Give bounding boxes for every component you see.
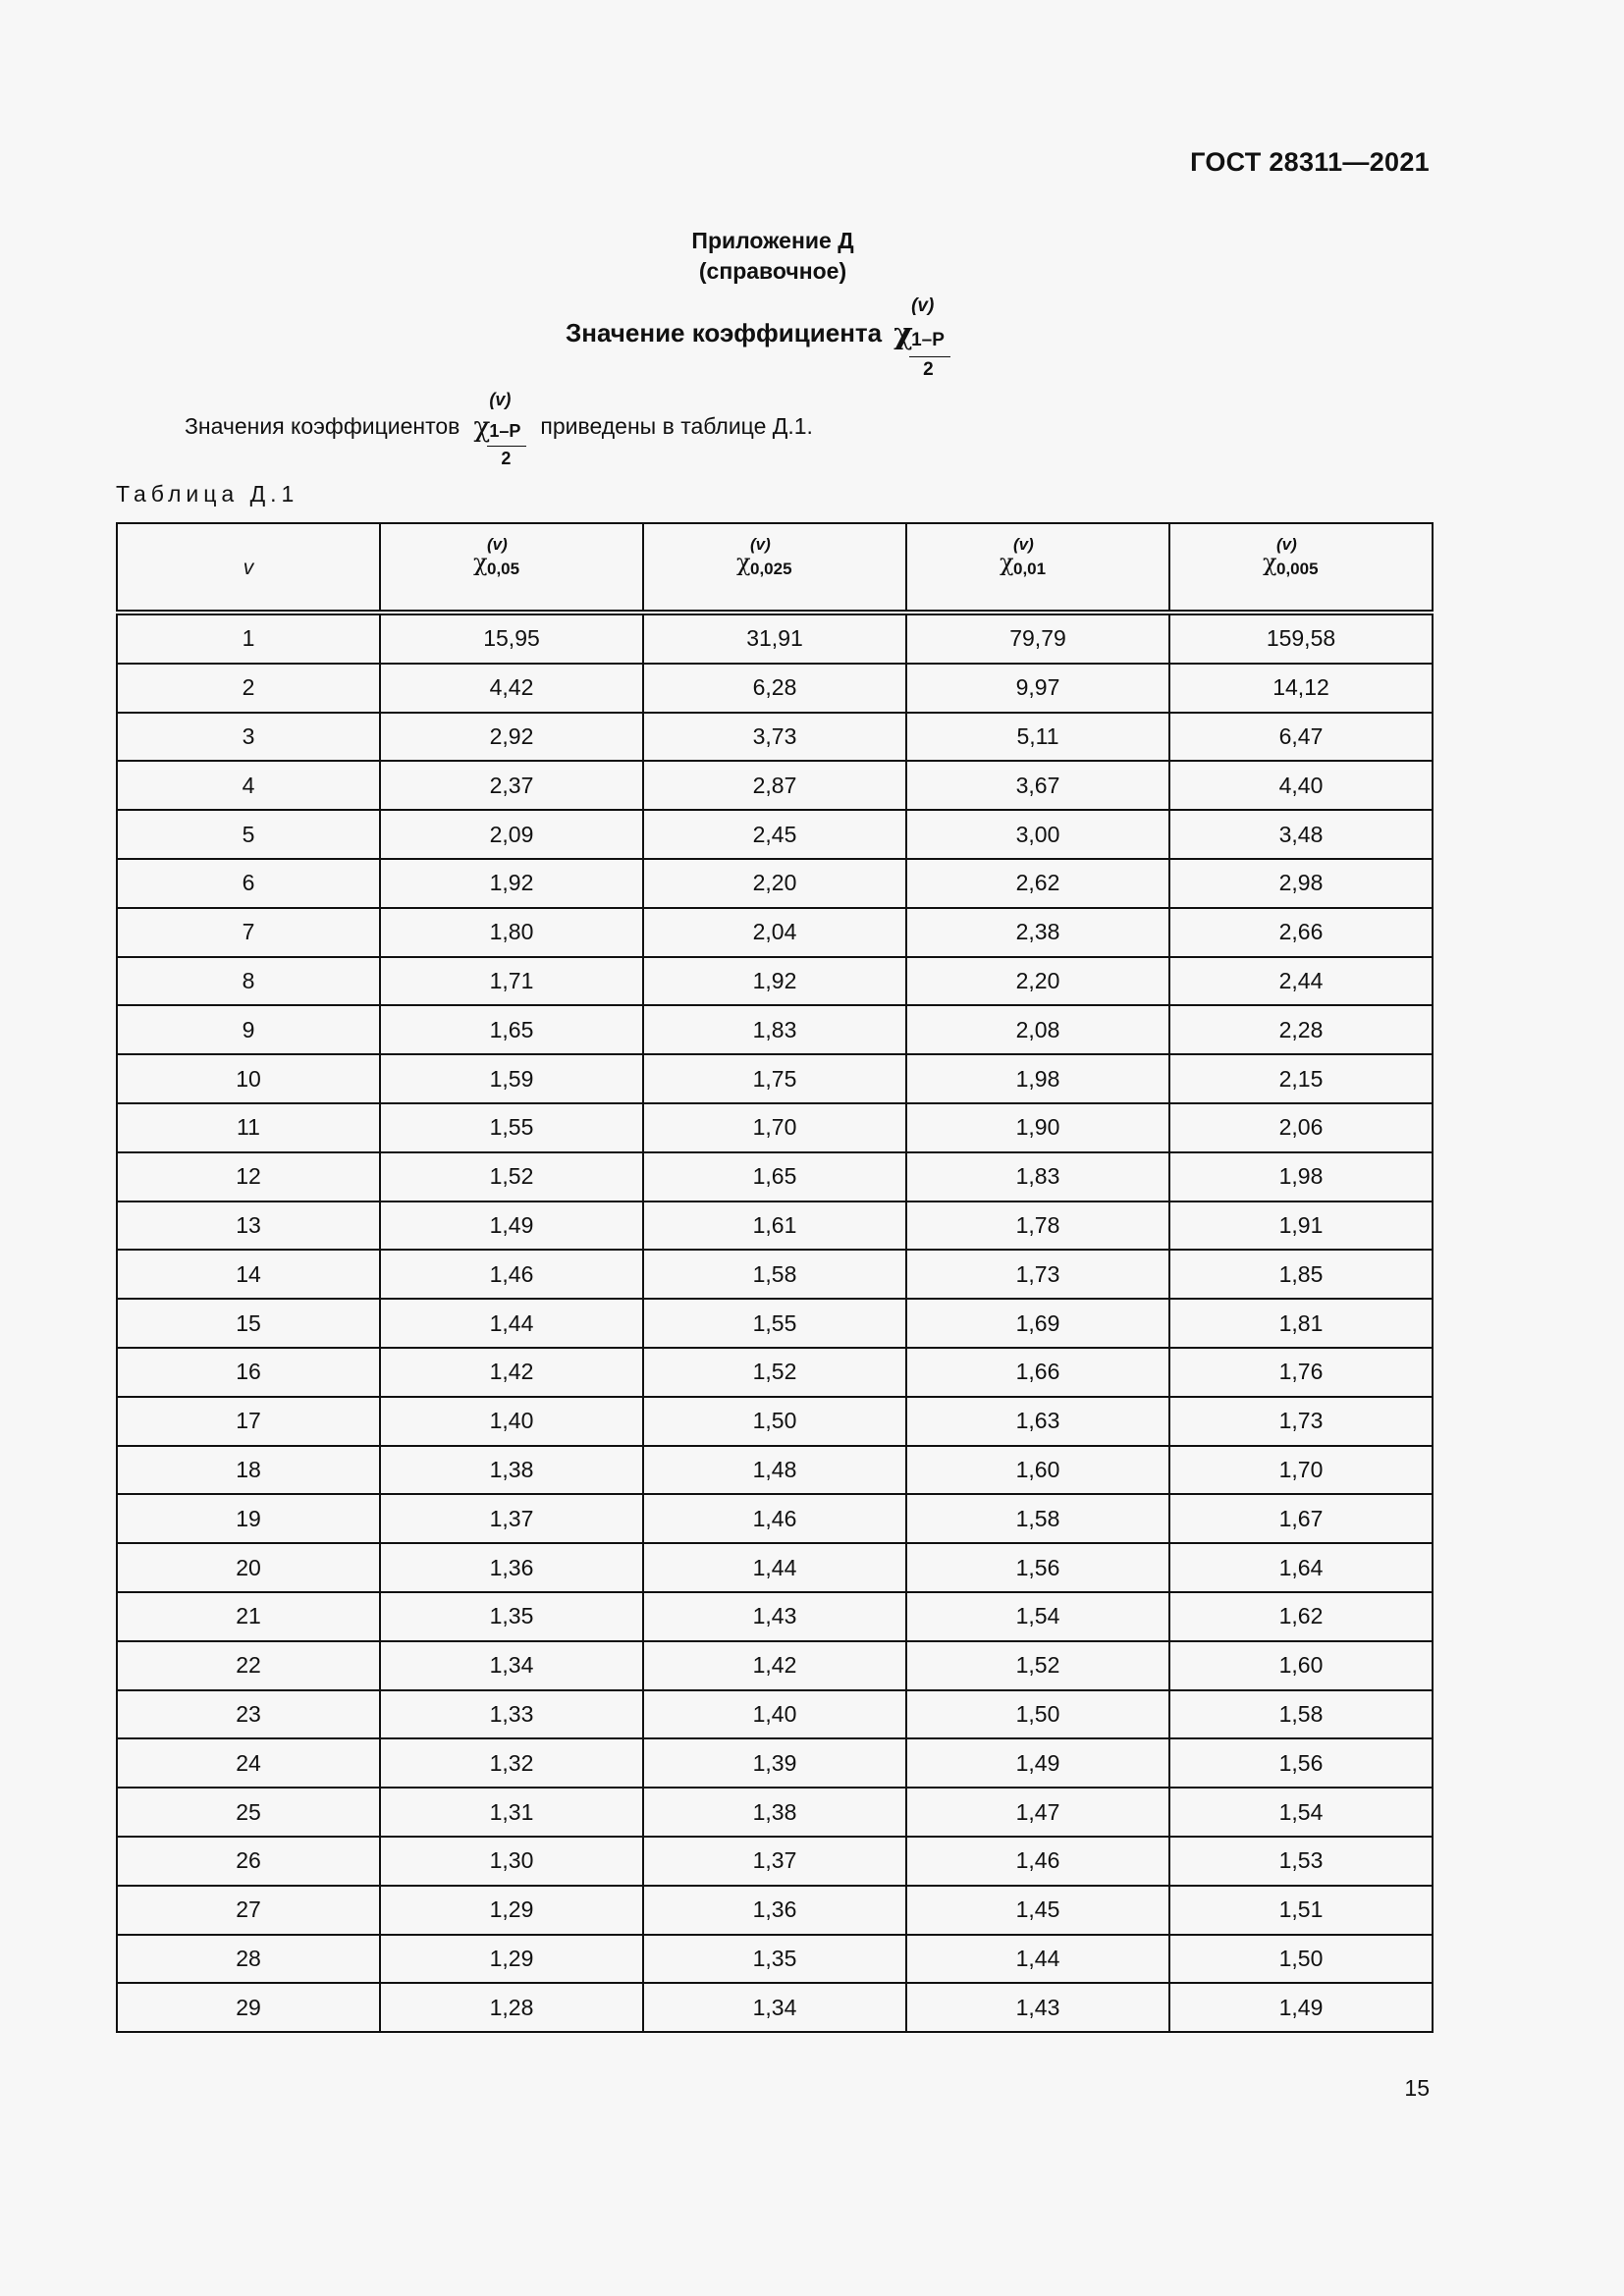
table-row — [117, 1641, 1433, 1690]
table-cell: 1,73 — [1169, 1397, 1433, 1446]
table-cell: 1,90 — [906, 1103, 1169, 1152]
table-cell: 1,56 — [1169, 1738, 1433, 1788]
table-cell: 1,29 — [380, 1935, 643, 1984]
table-cell: 1,85 — [1169, 1250, 1433, 1299]
column-header-v: v — [117, 523, 380, 613]
table-row — [117, 1494, 1433, 1543]
table-cell: 2,37 — [380, 761, 643, 810]
cell-v: 29 — [117, 1983, 380, 2032]
table-cell: 1,92 — [643, 957, 906, 1006]
table-cell: 2,87 — [643, 761, 906, 810]
table-cell: 1,33 — [380, 1690, 643, 1739]
cell-v: 27 — [117, 1886, 380, 1935]
table-cell: 1,52 — [906, 1641, 1169, 1690]
table-cell: 2,20 — [906, 957, 1169, 1006]
cell-v: 20 — [117, 1543, 380, 1592]
table-body — [117, 613, 1433, 2032]
table-row — [117, 908, 1433, 957]
chi-symbol: χ — [473, 410, 491, 443]
table-cell: 1,30 — [380, 1837, 643, 1886]
table-cell: 1,60 — [906, 1446, 1169, 1495]
table-cell: 31,91 — [643, 613, 906, 664]
table-row — [117, 1837, 1433, 1886]
cell-v: 21 — [117, 1592, 380, 1641]
table-row — [117, 1690, 1433, 1739]
table-cell: 1,29 — [380, 1886, 643, 1935]
formula-subscript-denominator: 2 — [501, 449, 512, 468]
table-row — [117, 1054, 1433, 1103]
table-cell: 1,75 — [643, 1054, 906, 1103]
table-cell: 1,64 — [1169, 1543, 1433, 1592]
table-cell: 2,38 — [906, 908, 1169, 957]
table-cell: 1,60 — [1169, 1641, 1433, 1690]
page-number: 15 — [1404, 2075, 1430, 2101]
table-cell: 79,79 — [906, 613, 1169, 664]
table-cell: 1,65 — [380, 1005, 643, 1054]
table-cell: 1,50 — [1169, 1935, 1433, 1984]
table-cell: 1,76 — [1169, 1348, 1433, 1397]
table-cell: 3,67 — [906, 761, 1169, 810]
table-cell: 6,28 — [643, 664, 906, 713]
cell-v: 9 — [117, 1005, 380, 1054]
table-cell: 4,40 — [1169, 761, 1433, 810]
cell-v: 6 — [117, 859, 380, 908]
fraction-line — [909, 356, 950, 357]
cell-v: 22 — [117, 1641, 380, 1690]
table-cell: 1,46 — [906, 1837, 1169, 1886]
table-cell: 3,00 — [906, 810, 1169, 859]
cell-v: 12 — [117, 1152, 380, 1201]
table-cell: 159,58 — [1169, 613, 1433, 664]
table-row — [117, 1738, 1433, 1788]
table-row — [117, 1592, 1433, 1641]
table-row — [117, 1983, 1433, 2032]
table-row — [117, 713, 1433, 762]
table-cell: 1,58 — [906, 1494, 1169, 1543]
table-caption: Таблица Д.1 — [116, 481, 299, 507]
table-cell: 1,34 — [380, 1641, 643, 1690]
annex-type: (справочное) — [698, 258, 847, 284]
chi-coefficient-table — [116, 522, 1434, 2033]
cell-v: 3 — [117, 713, 380, 762]
table-cell: 1,62 — [1169, 1592, 1433, 1641]
table-cell: 14,12 — [1169, 664, 1433, 713]
table-cell: 15,95 — [380, 613, 643, 664]
table-cell: 1,44 — [380, 1299, 643, 1348]
cell-v: 1 — [117, 613, 380, 664]
table-cell: 1,46 — [643, 1494, 906, 1543]
cell-v: 8 — [117, 957, 380, 1006]
cell-v: 23 — [117, 1690, 380, 1739]
table-row — [117, 1348, 1433, 1397]
table-cell: 1,43 — [643, 1592, 906, 1641]
table-cell: 1,47 — [906, 1788, 1169, 1837]
intro-paragraph — [185, 390, 813, 475]
table-cell: 1,35 — [380, 1592, 643, 1641]
cell-v: 25 — [117, 1788, 380, 1837]
chi-symbol: χ — [893, 317, 913, 351]
cell-v: 10 — [117, 1054, 380, 1103]
table-row — [117, 1152, 1433, 1201]
column-header-chi-0-05: χ (v) 0,05 — [380, 523, 643, 613]
table-cell: 1,98 — [906, 1054, 1169, 1103]
section-title — [566, 297, 948, 386]
table-cell: 2,98 — [1169, 859, 1433, 908]
chi-coefficient-formula — [893, 297, 948, 386]
table-cell: 1,73 — [906, 1250, 1169, 1299]
table-cell: 1,42 — [643, 1641, 906, 1690]
table-cell: 2,92 — [380, 713, 643, 762]
table-cell: 1,80 — [380, 908, 643, 957]
table-cell: 2,44 — [1169, 957, 1433, 1006]
table-cell: 1,37 — [643, 1837, 906, 1886]
table-row — [117, 1543, 1433, 1592]
table-row — [117, 1005, 1433, 1054]
cell-v: 5 — [117, 810, 380, 859]
table-cell: 2,28 — [1169, 1005, 1433, 1054]
annex-heading — [0, 226, 1545, 287]
table-row — [117, 1397, 1433, 1446]
table-cell: 1,39 — [643, 1738, 906, 1788]
table-cell: 1,55 — [643, 1299, 906, 1348]
table-cell: 1,61 — [643, 1201, 906, 1251]
cell-v: 24 — [117, 1738, 380, 1788]
table-cell: 1,54 — [1169, 1788, 1433, 1837]
column-header-chi-0-005: χ (v) 0,005 — [1169, 523, 1433, 613]
table-cell: 1,48 — [643, 1446, 906, 1495]
table-cell: 1,49 — [906, 1738, 1169, 1788]
table-cell: 1,32 — [380, 1738, 643, 1788]
table-cell: 1,50 — [643, 1397, 906, 1446]
table-cell: 1,70 — [643, 1103, 906, 1152]
formula-superscript: (v) — [489, 390, 512, 409]
table-cell: 1,83 — [906, 1152, 1169, 1201]
table-cell: 1,91 — [1169, 1201, 1433, 1251]
table-cell: 1,46 — [380, 1250, 643, 1299]
table-cell: 1,51 — [1169, 1886, 1433, 1935]
table-cell: 1,45 — [906, 1886, 1169, 1935]
formula-superscript: (v) — [911, 295, 935, 316]
cell-v: 7 — [117, 908, 380, 957]
table-cell: 9,97 — [906, 664, 1169, 713]
table-cell: 2,15 — [1169, 1054, 1433, 1103]
table-cell: 2,45 — [643, 810, 906, 859]
section-title-text: Значение коэффициента — [566, 318, 883, 347]
table-cell: 1,65 — [643, 1152, 906, 1201]
cell-v: 15 — [117, 1299, 380, 1348]
table-cell: 1,38 — [643, 1788, 906, 1837]
formula-subscript-numerator: 1–P — [911, 330, 945, 350]
table-cell: 1,98 — [1169, 1152, 1433, 1201]
annex-title: Приложение Д — [691, 228, 854, 253]
table-cell: 1,49 — [380, 1201, 643, 1251]
table-cell: 1,53 — [1169, 1837, 1433, 1886]
formula-subscript-numerator: 1–P — [489, 421, 521, 441]
table-cell: 1,49 — [1169, 1983, 1433, 2032]
table-cell: 1,43 — [906, 1983, 1169, 2032]
table-cell: 1,34 — [643, 1983, 906, 2032]
table-cell: 1,92 — [380, 859, 643, 908]
table-cell: 1,38 — [380, 1446, 643, 1495]
table-cell: 2,09 — [380, 810, 643, 859]
table-cell: 5,11 — [906, 713, 1169, 762]
table-cell: 1,44 — [643, 1543, 906, 1592]
table-cell: 1,36 — [380, 1543, 643, 1592]
table-cell: 1,31 — [380, 1788, 643, 1837]
table-cell: 2,20 — [643, 859, 906, 908]
table-cell: 1,55 — [380, 1103, 643, 1152]
cell-v: 2 — [117, 664, 380, 713]
table-row — [117, 1935, 1433, 1984]
table-row — [117, 1299, 1433, 1348]
table-cell: 1,58 — [643, 1250, 906, 1299]
table-row — [117, 957, 1433, 1006]
column-header-chi-0-01: χ (v) 0,01 — [906, 523, 1169, 613]
table-cell: 1,35 — [643, 1935, 906, 1984]
table-row — [117, 1788, 1433, 1837]
table-cell: 1,69 — [906, 1299, 1169, 1348]
intro-text-before: Значения коэффициентов — [185, 413, 460, 439]
column-header-chi-0-025: χ (v) 0,025 — [643, 523, 906, 613]
table-row — [117, 613, 1433, 664]
table-row — [117, 1886, 1433, 1935]
cell-v: 13 — [117, 1201, 380, 1251]
table-row — [117, 1446, 1433, 1495]
table-cell: 1,59 — [380, 1054, 643, 1103]
table-cell: 1,54 — [906, 1592, 1169, 1641]
table-cell: 1,52 — [643, 1348, 906, 1397]
table-cell: 1,44 — [906, 1935, 1169, 1984]
table-cell: 3,48 — [1169, 810, 1433, 859]
table-cell: 1,28 — [380, 1983, 643, 2032]
table-row — [117, 1103, 1433, 1152]
cell-v: 4 — [117, 761, 380, 810]
table-cell: 2,66 — [1169, 908, 1433, 957]
table-row — [117, 1201, 1433, 1251]
table-header-row — [117, 523, 1433, 613]
table-cell: 1,52 — [380, 1152, 643, 1201]
table-cell: 4,42 — [380, 664, 643, 713]
formula-subscript-denominator: 2 — [923, 359, 934, 380]
table-cell: 2,08 — [906, 1005, 1169, 1054]
table-row — [117, 1250, 1433, 1299]
table-cell: 1,67 — [1169, 1494, 1433, 1543]
table-cell: 1,78 — [906, 1201, 1169, 1251]
chi-coefficient-formula-inline — [473, 390, 528, 475]
table-cell: 1,42 — [380, 1348, 643, 1397]
table-cell: 2,62 — [906, 859, 1169, 908]
cell-v: 28 — [117, 1935, 380, 1984]
cell-v: 17 — [117, 1397, 380, 1446]
table-cell: 6,47 — [1169, 713, 1433, 762]
table-cell: 1,50 — [906, 1690, 1169, 1739]
table-cell: 1,40 — [643, 1690, 906, 1739]
table-cell: 1,58 — [1169, 1690, 1433, 1739]
table-row — [117, 664, 1433, 713]
document-code: ГОСТ 28311—2021 — [1190, 147, 1430, 177]
table-cell: 1,37 — [380, 1494, 643, 1543]
table-cell: 1,63 — [906, 1397, 1169, 1446]
table-cell: 1,56 — [906, 1543, 1169, 1592]
table-row — [117, 810, 1433, 859]
table-row — [117, 859, 1433, 908]
table-cell: 1,36 — [643, 1886, 906, 1935]
cell-v: 18 — [117, 1446, 380, 1495]
cell-v: 19 — [117, 1494, 380, 1543]
intro-text-after: приведены в таблице Д.1. — [540, 413, 813, 439]
table-cell: 2,04 — [643, 908, 906, 957]
table-cell: 1,83 — [643, 1005, 906, 1054]
cell-v: 26 — [117, 1837, 380, 1886]
table-row — [117, 761, 1433, 810]
table-cell: 3,73 — [643, 713, 906, 762]
table-cell: 1,81 — [1169, 1299, 1433, 1348]
table-cell: 1,66 — [906, 1348, 1169, 1397]
cell-v: 14 — [117, 1250, 380, 1299]
cell-v: 16 — [117, 1348, 380, 1397]
table-cell: 1,70 — [1169, 1446, 1433, 1495]
table-cell: 1,71 — [380, 957, 643, 1006]
table-cell: 2,06 — [1169, 1103, 1433, 1152]
cell-v: 11 — [117, 1103, 380, 1152]
table-cell: 1,40 — [380, 1397, 643, 1446]
fraction-line — [487, 446, 526, 447]
